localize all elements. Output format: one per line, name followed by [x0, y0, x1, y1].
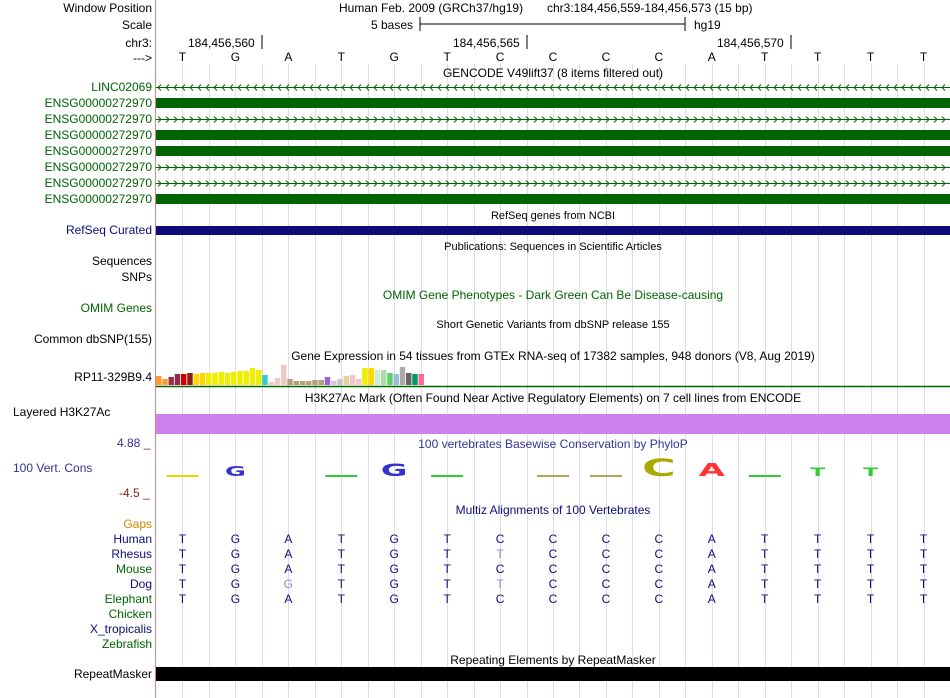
alignment-base: A	[707, 532, 716, 546]
gtex-tissue-bar	[162, 379, 167, 385]
alignment-base: T	[761, 562, 769, 576]
alignment-base: T	[337, 577, 345, 591]
alignment-base: C	[601, 577, 611, 591]
gencode-item-label[interactable]: LINC02069	[91, 80, 152, 94]
alignment-base: T	[178, 577, 187, 591]
gtex-tissue-bar	[256, 370, 261, 385]
phylop-score-mark	[590, 475, 622, 477]
alignment-base: T	[919, 562, 928, 576]
gtex-tissue-bar	[325, 377, 330, 385]
gencode-item-label[interactable]: ENSG00000272970	[44, 96, 152, 110]
phylop-base-letter: G	[380, 460, 408, 481]
alignment-base: C	[548, 562, 558, 576]
phylop-ymax: 4.88 _	[117, 436, 151, 450]
gtex-tissue-bar	[356, 379, 361, 385]
alignment-base: T	[866, 562, 875, 576]
alignment-base: C	[495, 562, 505, 576]
alignment-base: C	[548, 592, 558, 606]
alignment-base: T	[337, 532, 345, 546]
alignment-base: T	[178, 547, 187, 561]
alignment-base: C	[548, 547, 558, 561]
reference-base: G	[230, 50, 241, 64]
alignment-base: T	[919, 592, 928, 606]
reference-base: A	[284, 50, 293, 64]
repeatmasker-element	[156, 667, 950, 681]
gtex-tissue-bar	[300, 381, 305, 385]
alignment-base: T	[813, 577, 822, 591]
alignment-base: T	[761, 577, 769, 591]
multiz-title: Multiz Alignments of 100 Vertebrates	[455, 503, 651, 517]
gtex-tissue-bar	[169, 377, 174, 385]
gaps-label[interactable]: Gaps	[123, 517, 152, 531]
gtex-tissue-bar	[231, 372, 236, 385]
alignment-base: C	[654, 577, 664, 591]
alignment-base: G	[230, 592, 241, 606]
alignment-base: C	[654, 592, 664, 606]
phylop-base-letter: C	[641, 453, 676, 482]
gtex-tissue-bar	[350, 375, 355, 385]
alignment-base: T	[866, 547, 875, 561]
gtex-tissue-bar	[331, 381, 336, 385]
phylop-score-mark	[166, 475, 198, 477]
gtex-tissue-bar	[237, 371, 242, 385]
gtex-tissue-bar	[281, 365, 286, 385]
chrom-label: chr3:	[125, 36, 152, 50]
gtex-tissue-bar	[250, 368, 255, 385]
alignment-base: T	[813, 592, 822, 606]
gtex-tissue-bar	[244, 371, 249, 385]
alignment-base: C	[601, 592, 611, 606]
gtex-tissue-bar	[344, 376, 349, 385]
alignment-base: G	[230, 562, 241, 576]
scale-text: 5 bases	[371, 18, 414, 32]
gtex-tissue-bar	[369, 368, 374, 385]
sequences-label[interactable]: Sequences	[91, 254, 152, 268]
alignment-base: T	[337, 562, 345, 576]
gtex-tissue-bar	[419, 374, 424, 385]
alignment-base: G	[230, 532, 241, 546]
gtex-tissue-bar	[262, 375, 267, 385]
gtex-tissue-bar	[287, 379, 292, 385]
alignment-base: T	[866, 532, 875, 546]
coord-label-1: 184,456,560	[188, 36, 255, 50]
reference-base: T	[919, 50, 928, 64]
phylop-base-letter: A	[698, 460, 725, 481]
h3k27ac-signal	[156, 414, 950, 434]
gencode-item-label[interactable]: ENSG00000272970	[44, 176, 152, 190]
gencode-item-label[interactable]: ENSG00000272970	[44, 160, 152, 174]
alignment-base: C	[601, 562, 611, 576]
scale-label: Scale	[121, 18, 152, 32]
species-label[interactable]: Chicken	[108, 607, 152, 621]
alignment-base: A	[707, 577, 716, 591]
reference-base: T	[443, 50, 451, 64]
strand-label: --->	[133, 51, 152, 65]
gtex-tissue-bar	[306, 381, 311, 385]
window-position-label: Window Position	[63, 1, 152, 15]
h3k27ac-label[interactable]: Layered H3K27Ac	[13, 405, 111, 419]
alignment-base: C	[654, 562, 664, 576]
phylop-score-mark	[537, 475, 569, 477]
alignment-base: A	[284, 547, 293, 561]
phylop-title: 100 vertebrates Basewise Conservation by PhyloP	[418, 437, 688, 451]
alignment-base: T	[919, 577, 928, 591]
gtex-tissue-bar	[156, 376, 161, 385]
gtex-tissue-bar	[319, 380, 324, 385]
alignment-base: A	[284, 532, 293, 546]
alignment-base: T	[866, 577, 875, 591]
gtex-tissue-bar	[269, 382, 274, 385]
gtex-tissue-bar	[375, 370, 380, 385]
alignment-base: G	[389, 577, 399, 591]
dbsnp-title: Short Genetic Variants from dbSNP release 155	[436, 319, 670, 331]
h3k27ac-title: H3K27Ac Mark (Often Found Near Active Regulatory Elements) on 7 cell lines from ENCODE	[304, 391, 802, 405]
phylop-score-mark	[749, 475, 781, 477]
alignment-base: C	[654, 547, 664, 561]
gtex-tissue-bar	[219, 372, 224, 385]
dbsnp-label[interactable]: Common dbSNP(155)	[33, 332, 152, 346]
refseq-label[interactable]: RefSeq Curated	[65, 223, 152, 237]
alignment-base: C	[495, 592, 505, 606]
alignment-base: T	[496, 577, 504, 591]
reference-base: T	[178, 50, 187, 64]
refseq-gene-bar	[156, 226, 950, 235]
alignment-base: G	[230, 577, 241, 591]
gtex-tissue-bar	[412, 374, 417, 385]
reference-base: C	[601, 50, 611, 64]
scale-bar	[420, 17, 685, 31]
gencode-item-label[interactable]: ENSG00000272970	[44, 112, 152, 126]
reference-base: C	[495, 50, 505, 64]
gtex-tissue-bar	[225, 373, 230, 385]
gencode-title: GENCODE V49lift37 (8 items filtered out)	[442, 66, 664, 80]
gtex-tissue-bar	[187, 373, 192, 385]
alignment-base: T	[813, 547, 822, 561]
alignment-base: A	[284, 562, 293, 576]
scale-db: hg19	[694, 18, 721, 32]
snps-label[interactable]: SNPs	[121, 270, 152, 284]
species-label[interactable]: X_tropicalis	[89, 622, 152, 636]
reference-base: T	[866, 50, 875, 64]
species-label[interactable]: Dog	[129, 577, 152, 591]
gencode-transcript	[156, 194, 950, 204]
alignment-base: C	[495, 532, 505, 546]
alignment-base: A	[707, 592, 716, 606]
phylop-base-letter: G	[224, 463, 246, 480]
alignment-base: C	[548, 577, 558, 591]
coordinate-ticks	[262, 35, 791, 49]
gtex-tissue-bar	[200, 373, 205, 385]
gencode-item-label[interactable]: ENSG00000272970	[44, 144, 152, 158]
gtex-tissue-bar	[206, 373, 211, 385]
gtex-tissue-bar	[212, 373, 217, 385]
gtex-tissue-bar	[312, 380, 317, 385]
species-label[interactable]: Human	[113, 532, 152, 546]
alignment-base: G	[283, 577, 293, 591]
alignment-base: A	[284, 592, 293, 606]
phylop-conservation-logo	[166, 454, 878, 482]
omim-label[interactable]: OMIM Genes	[80, 301, 152, 315]
gtex-tissue-bar	[275, 378, 280, 385]
omim-title: OMIM Gene Phenotypes - Dark Green Can Be Disease-causing	[382, 288, 724, 302]
alignment-base: T	[919, 547, 928, 561]
alignment-base: A	[707, 562, 716, 576]
phylop-ymin: -4.5 _	[119, 486, 150, 500]
alignment-base: T	[496, 547, 504, 561]
species-label[interactable]: Zebrafish	[101, 637, 152, 651]
phylop-score-mark	[325, 475, 357, 477]
species-label[interactable]: Rhesus	[111, 547, 152, 561]
gtex-expression-bars	[156, 365, 424, 385]
alignment-base: G	[389, 547, 399, 561]
alignment-base: T	[178, 562, 187, 576]
reference-base: T	[337, 50, 345, 64]
gencode-transcript	[156, 130, 950, 140]
reference-base: G	[389, 50, 399, 64]
refseq-title: RefSeq genes from NCBI	[490, 210, 616, 222]
species-label[interactable]: Elephant	[104, 592, 152, 606]
gtex-title: Gene Expression in 54 tissues from GTEx RNA-seq of 17382 samples, 948 donors (V8, Aug 2019)	[291, 349, 815, 363]
alignment-base: T	[813, 562, 822, 576]
gencode-transcript	[156, 146, 950, 156]
alignment-base: T	[443, 562, 451, 576]
alignment-base: T	[443, 532, 451, 546]
phylop-score-mark	[431, 475, 463, 477]
gtex-tissue-bar	[294, 381, 299, 385]
alignment-base: C	[601, 547, 611, 561]
repeatmasker-title: Repeating Elements by RepeatMasker	[450, 653, 656, 667]
gtex-tissue-bar	[362, 368, 367, 385]
alignment-base: T	[337, 547, 345, 561]
alignment-base: T	[337, 592, 345, 606]
gencode-item-label[interactable]: ENSG00000272970	[44, 128, 152, 142]
species-label[interactable]: Mouse	[115, 562, 152, 576]
alignment-base: T	[813, 532, 822, 546]
gtex-tissue-bar	[175, 374, 180, 385]
alignment-base: A	[707, 547, 716, 561]
alignment-base: T	[761, 547, 769, 561]
alignment-base: T	[761, 592, 769, 606]
alignment-base: G	[230, 547, 241, 561]
reference-base: A	[707, 50, 716, 64]
alignment-base: T	[443, 592, 451, 606]
alignment-base: G	[389, 592, 399, 606]
gtex-tissue-bar	[400, 367, 405, 385]
phylop-base-letter: T	[863, 466, 879, 480]
alignment-base: T	[178, 592, 187, 606]
alignment-base: T	[866, 592, 875, 606]
gencode-item-label[interactable]: ENSG00000272970	[44, 192, 152, 206]
phylop-label[interactable]: 100 Vert. Cons	[13, 461, 93, 475]
alignment-base: G	[389, 562, 399, 576]
reference-base: C	[654, 50, 664, 64]
alignment-base: C	[601, 532, 611, 546]
coord-label-3: 184,456,570	[717, 36, 784, 50]
alignment-base: T	[443, 577, 451, 591]
alignment-base: T	[443, 547, 451, 561]
gencode-transcript	[156, 98, 950, 108]
gtex-tissue-bar	[194, 374, 199, 385]
gtex-tissue-bar	[406, 373, 411, 385]
alignment-base: C	[654, 532, 664, 546]
publications-title: Publications: Sequences in Scientific Articles	[444, 241, 662, 253]
gtex-tissue-bar	[394, 374, 399, 385]
gtex-label[interactable]: RP11-329B9.4	[74, 370, 152, 384]
alignment-base: T	[919, 532, 928, 546]
gtex-tissue-bar	[387, 373, 392, 385]
reference-base: T	[761, 50, 769, 64]
gtex-tissue-bar	[181, 374, 186, 385]
coord-label-2: 184,456,565	[453, 36, 520, 50]
alignment-base: C	[548, 532, 558, 546]
gtex-tissue-bar	[337, 379, 342, 385]
reference-base: T	[813, 50, 822, 64]
alignment-base: T	[761, 532, 769, 546]
assembly-text: Human Feb. 2009 (GRCh37/hg19)	[339, 1, 524, 15]
alignment-base: T	[178, 532, 187, 546]
alignment-base: G	[389, 532, 399, 546]
phylop-base-letter: T	[810, 466, 826, 480]
reference-base: C	[548, 50, 558, 64]
gtex-tissue-bar	[381, 370, 386, 385]
position-text: chr3:184,456,559-184,456,573 (15 bp)	[547, 1, 753, 15]
repeatmasker-label[interactable]: RepeatMasker	[73, 667, 152, 681]
